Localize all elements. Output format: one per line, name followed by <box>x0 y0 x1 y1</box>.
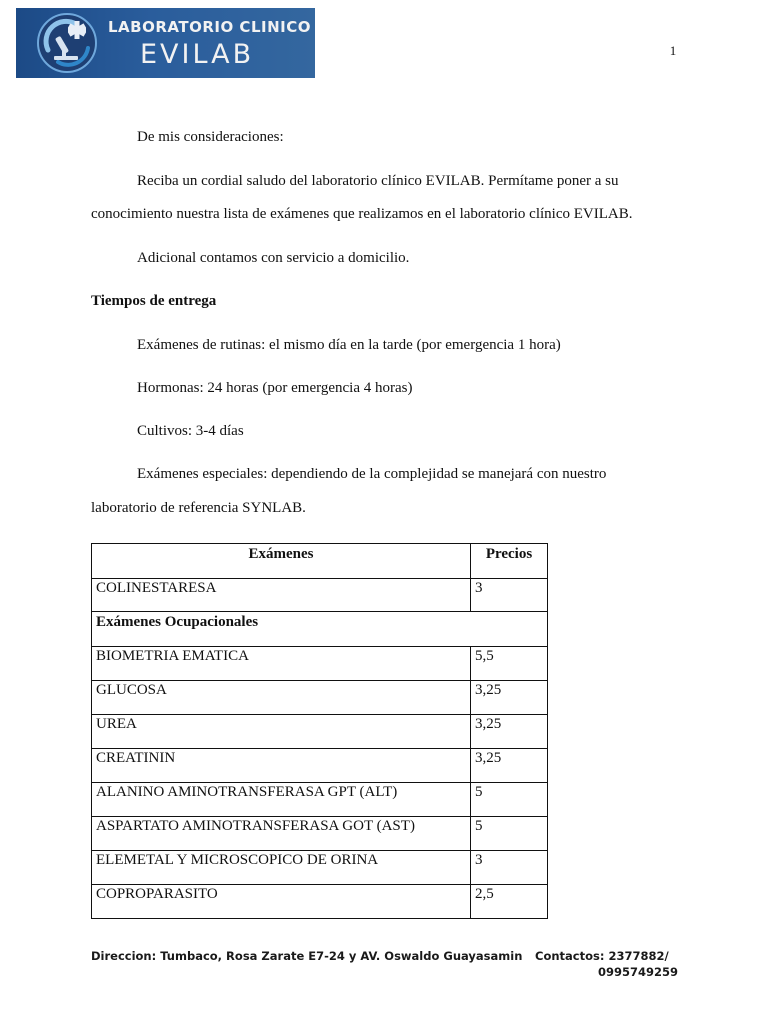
footer-address: Direccion: Tumbaco, Rosa Zarate E7-24 y AV. Oswaldo Guayasamin <box>91 949 523 963</box>
table-row <box>92 681 548 715</box>
exam-name: UREA <box>92 715 471 749</box>
table-section-row <box>92 612 548 647</box>
table-row <box>92 647 548 681</box>
intro-paragraph-line-1: Reciba un cordial saludo del laboratorio clínico EVILAB. Permítame poner a su <box>137 173 619 189</box>
exam-price: 5 <box>471 817 548 851</box>
exam-name: ASPARTATO AMINOTRANSFERASA GOT (AST) <box>92 817 471 851</box>
exam-name: GLUCOSA <box>92 681 471 715</box>
microscope-emblem-icon <box>36 12 98 74</box>
exam-name: BIOMETRIA EMATICA <box>92 647 471 681</box>
exam-price: 3,25 <box>471 715 548 749</box>
delivery-special-line-1: Exámenes especiales: dependiendo de la complejidad se manejará con nuestro <box>137 466 607 482</box>
prices-column-header: Precios <box>471 544 548 579</box>
exam-price: 3 <box>471 579 548 612</box>
exams-price-table <box>91 543 548 919</box>
exam-name: ALANINO AMINOTRANSFERASA GPT (ALT) <box>92 783 471 817</box>
home-service-paragraph: Adicional contamos con servicio a domicilio. <box>137 250 410 266</box>
logo-brand-name: EVILAB <box>140 39 255 70</box>
footer-contacts-line-2: 0995749259 <box>598 965 679 979</box>
table-row <box>92 749 548 783</box>
table-row <box>92 783 548 817</box>
delivery-routine: Exámenes de rutinas: el mismo día en la tarde (por emergencia 1 hora) <box>137 337 561 353</box>
exam-price: 3 <box>471 851 548 885</box>
intro-paragraph-line-2: conocimiento nuestra lista de exámenes que realizamos en el laboratorio clínico EVILAB. <box>91 206 633 222</box>
table-header-row <box>92 544 548 579</box>
exam-price: 5 <box>471 783 548 817</box>
exam-price: 5,5 <box>471 647 548 681</box>
exam-name: COLINESTARESA <box>92 579 471 612</box>
footer-contacts-line-1: Contactos: 2377882/ <box>535 949 669 963</box>
exam-price: 3,25 <box>471 749 548 783</box>
table-row <box>92 579 548 612</box>
exam-price: 3,25 <box>471 681 548 715</box>
page-number: 1 <box>669 43 677 58</box>
table-row <box>92 885 548 919</box>
lab-logo <box>16 8 315 78</box>
delivery-special-line-2: laboratorio de referencia SYNLAB. <box>91 500 306 516</box>
table-row <box>92 851 548 885</box>
table-row <box>92 817 548 851</box>
delivery-hormones: Hormonas: 24 horas (por emergencia 4 horas) <box>137 380 413 396</box>
delivery-cultures: Cultivos: 3-4 días <box>137 423 244 439</box>
occupational-exams-section-title: Exámenes Ocupacionales <box>92 612 548 647</box>
exam-name: COPROPARASITO <box>92 885 471 919</box>
exams-column-header: Exámenes <box>92 544 471 579</box>
exam-name: ELEMETAL Y MICROSCOPICO DE ORINA <box>92 851 471 885</box>
exam-name: CREATININ <box>92 749 471 783</box>
delivery-times-heading: Tiempos de entrega <box>91 293 217 309</box>
exam-price: 2,5 <box>471 885 548 919</box>
logo-title-line: LABORATORIO CLINICO <box>108 18 311 36</box>
greeting: De mis consideraciones: <box>137 129 284 145</box>
table-row <box>92 715 548 749</box>
